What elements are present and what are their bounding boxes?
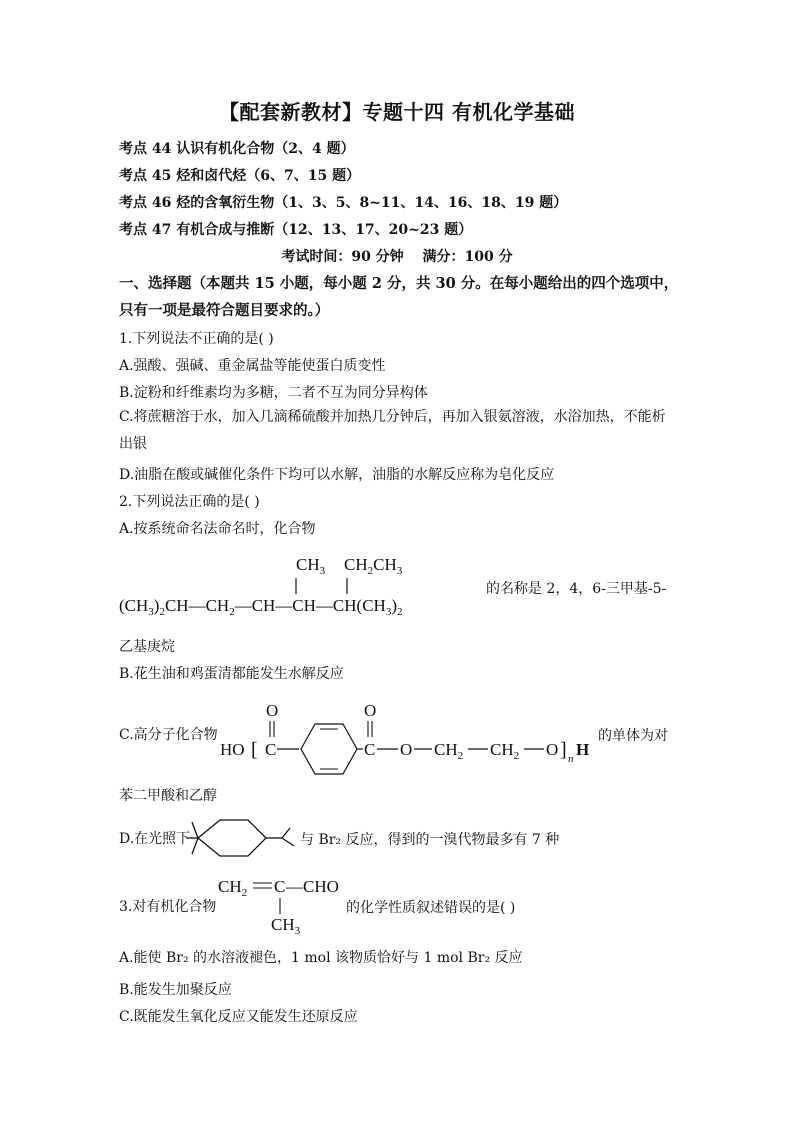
kaodian-46: 考点 46 烃的含氧衍生物（1、3、5、8~11、14、16、18、19 题）: [119, 195, 568, 211]
kaodian-45: 考点 45 烃和卤代烃（6、7、15 题）: [119, 168, 361, 184]
q2-stem: 2.下列说法正确的是( ): [119, 494, 260, 510]
q2c-h: H: [576, 740, 590, 759]
q2c-ester-o: O: [400, 740, 413, 759]
q2-option-c-suffix: 的单体为对: [598, 728, 668, 744]
q2a-main-chain: $(CH_3)_2CH—CH_2—CH—CH—CH(CH_3)_2$: [119, 596, 403, 618]
q2a-ch2ch3-branch: $CH_2CH_3$: [344, 555, 403, 577]
q2c-carbonyl-o2: O: [364, 701, 377, 720]
q2c-bracket-right: ]: [560, 739, 567, 761]
section-heading: 一、选择题（本题共 15 小题，每小题 2 分，共 30 分。在每小题给出的四个选项中，只有一项是最符合题目要求的。）: [119, 275, 679, 319]
q2c-ch2-a: $CH_2$: [434, 740, 464, 762]
q2c-ho: HO: [220, 740, 245, 759]
q2-option-d-prefix: D.在光照下: [119, 831, 191, 847]
q2d-ring: [198, 820, 266, 856]
q3-ch2: $CH_2$: [218, 877, 248, 899]
exam-info: 考试时间：90 分钟 满分：100 分: [281, 249, 513, 265]
q1-stem: 1.下列说法不正确的是( ): [119, 331, 274, 347]
kaodian-47: 考点 47 有机合成与推断（12、13、17、20~23 题）: [119, 222, 473, 238]
q2d-cyclohexane-structure: [186, 810, 304, 866]
q2c-c2: C: [364, 740, 376, 759]
page-title: 【配套新教材】专题十四 有机化学基础: [219, 100, 575, 124]
q1-option-c: C.将蔗糖溶于水，加入几滴稀硫酸并加热几分钟后，再加入银氨溶液，水浴加热，不能析出银: [119, 409, 666, 452]
q2-option-a-name: 的名称是 2，4，6-三甲基-5-: [486, 581, 667, 597]
q2a-ch3-branch: $CH_3$: [296, 555, 326, 577]
kaodian-44: 考点 44 认识有机化合物（2、4 题）: [119, 141, 355, 157]
q1-option-b: B.淀粉和纤维素均为多糖，二者不互为同分异构体: [119, 385, 428, 401]
q2c-n: n: [568, 753, 574, 765]
q3-stem-suffix: 的化学性质叙述错误的是( ): [346, 900, 516, 916]
q2c-bracket-left: [: [251, 739, 258, 761]
q2c-ch2-b: $CH_2$: [490, 740, 520, 762]
q2c-c1: C: [265, 740, 277, 759]
q1-option-a: A.强酸、强碱、重金属盐等能使蛋白质变性: [119, 358, 386, 374]
q2-option-d-suffix: 与 Br₂ 反应，得到的一溴代物最多有 7 种: [300, 832, 560, 848]
q1-option-d: D.油脂在酸或碱催化条件下均可以水解，油脂的水解反应称为皂化反应: [119, 467, 555, 483]
q3-option-b: B.能发生加聚反应: [119, 982, 232, 998]
q2c-carbonyl-o1: O: [266, 701, 279, 720]
q3-stem-prefix: 3.对有机化合物: [119, 899, 217, 915]
q2c-polymer-formula: [216, 694, 600, 776]
q2-option-a-tail: 乙基庚烷: [119, 639, 175, 655]
q3-c: C: [274, 877, 286, 896]
q2-option-b: B.花生油和鸡蛋清都能发生水解反应: [119, 666, 344, 682]
q2-option-c-prefix: C.高分子化合物: [119, 727, 218, 743]
q2a-structural-formula: [115, 548, 495, 620]
q3-cho: —CHO: [286, 877, 339, 896]
q2c-benzene-ring: [301, 724, 357, 774]
q2-option-a-prefix: A.按系统命名法命名时，化合物: [119, 521, 316, 537]
q3-ch3: $CH_3$: [271, 915, 301, 936]
q2-option-c-tail: 苯二甲酸和乙醇: [119, 788, 217, 804]
q2c-o-end: O: [546, 740, 559, 759]
q3-option-a: A.能使 Br₂ 的水溶液褪色，1 mol 该物质恰好与 1 mol Br₂ 反应: [119, 950, 523, 966]
q3-structural-formula: [214, 870, 354, 936]
q3-option-c: C.既能发生氧化反应又能发生还原反应: [119, 1009, 358, 1025]
